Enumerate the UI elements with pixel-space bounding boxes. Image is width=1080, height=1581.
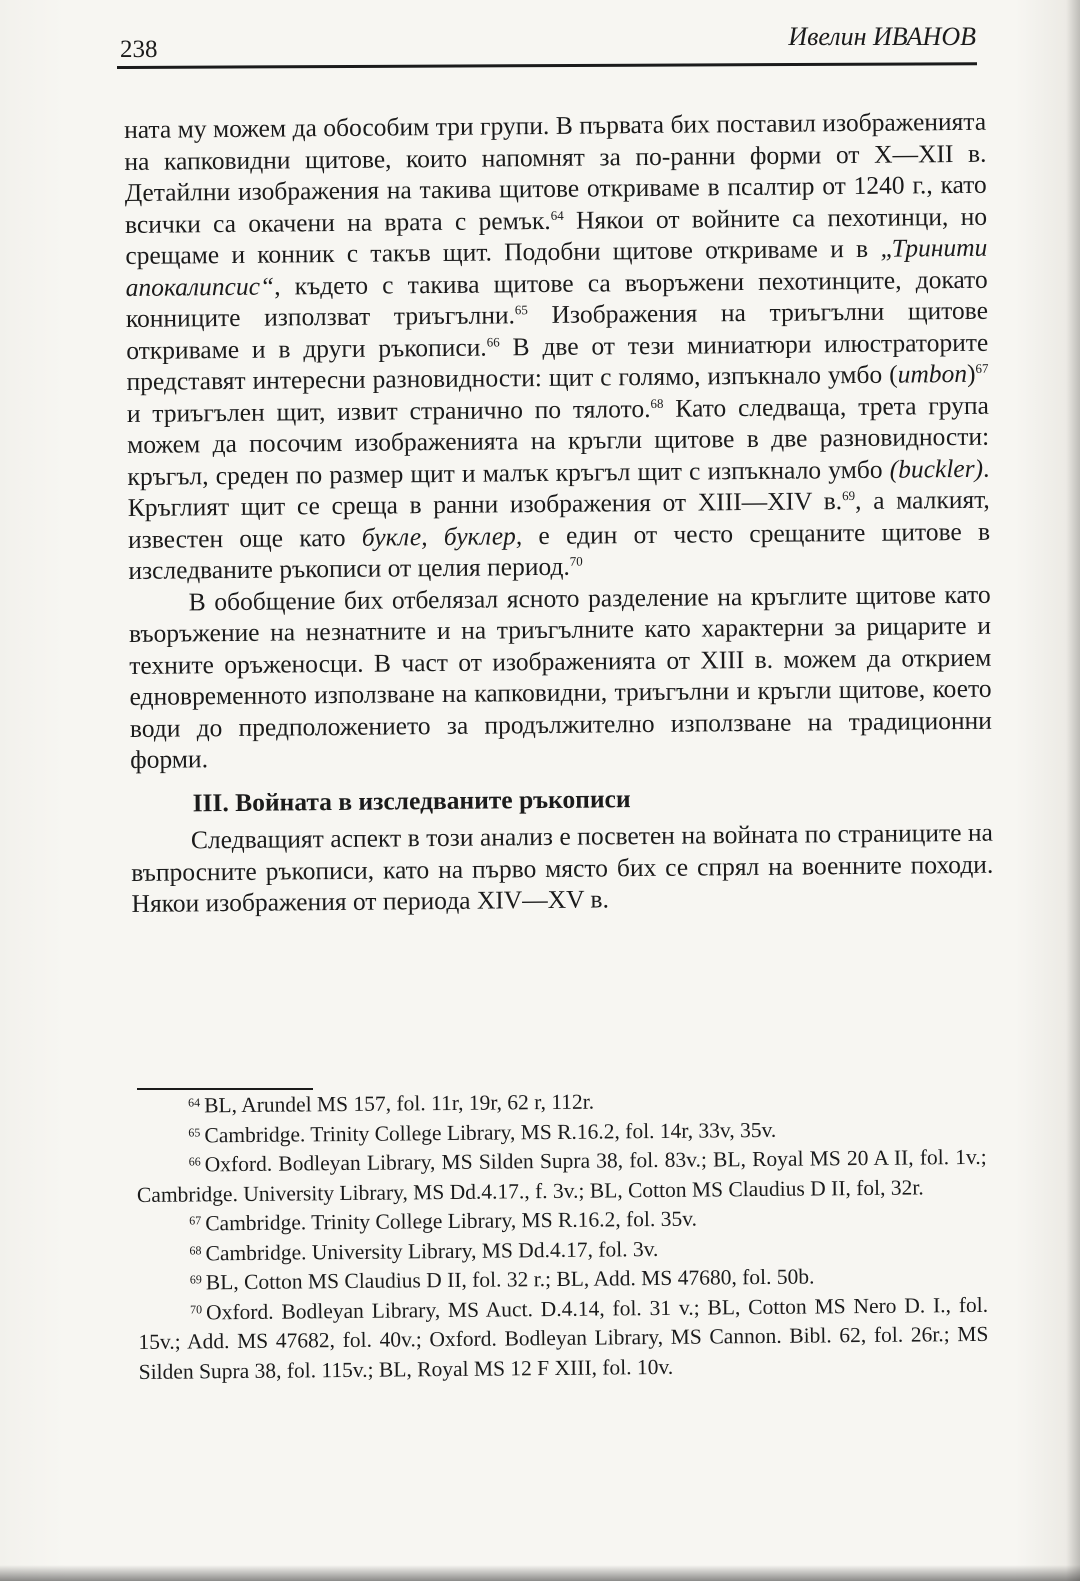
- running-head: [120, 20, 976, 68]
- italic-term: (buckler): [889, 453, 984, 484]
- page-number: 238: [120, 36, 158, 63]
- footnote-text: Oxford. Bodleyan Library, MS Auct. D.4.14, fol. 31 v.; BL, Cotton MS Nero D. I., fol. 15v.; Add. MS 47682, fol. 40v.; Oxford. Bodleyan Library, MS Cannon. Bibl. 62, fol. 26r.; MS Silden Supra 38, fol. 115v.; BL, Royal MS 12 F XIII, fol. 10v.: [138, 1292, 989, 1384]
- footnote-ref-67: 67: [975, 360, 989, 376]
- paragraph-text: . Кръглият щит се среща в ранни изображения от XIII—XIV в.: [127, 453, 990, 522]
- footnote-text: BL, Cotton MS Claudius D II, fol. 32 r.; BL, Add. MS 47680, fol. 50b.: [205, 1264, 815, 1295]
- footnote-70: [138, 1290, 989, 1387]
- footnote-text: Cambridge. Trinity College Library, MS R.16.2, fol. 14r, 33v, 35v.: [204, 1117, 777, 1147]
- italic-term: букле, буклер,: [361, 520, 523, 552]
- footnote-number: 70: [190, 1301, 203, 1316]
- footnote-rule: [137, 1088, 313, 1090]
- footnote-number: 68: [189, 1242, 202, 1257]
- paragraph-3: Следващият аспект в този анализ е посветен на войната по страниците на въпросните ръкописи, като на първо място бих се спрял на военните походи. Някои изображения от периода XIV—XV в.: [131, 817, 994, 918]
- running-head-author: Ивелин ИВАНОВ: [788, 22, 976, 51]
- footnote-66: [137, 1143, 988, 1210]
- page-edge-shadow: [1066, 0, 1080, 1581]
- footnote-text: BL, Arundel MS 157, fol. 11r, 19r, 62 r, 112r.: [204, 1089, 595, 1118]
- footnote-number: 66: [188, 1154, 201, 1169]
- paragraph-text: Изображения на триъгълни щитове откриваме и в други ръкописи.: [126, 295, 989, 365]
- italic-title: „Тринити апокалипсис“: [125, 232, 988, 302]
- section-heading: III. Войната в изследваните ръкописи: [192, 783, 631, 817]
- footnote-number: 65: [188, 1124, 201, 1139]
- footnote-text: Cambridge. University Library, MS Dd.4.17, fol. 3v.: [205, 1236, 659, 1265]
- footnote-number: 69: [189, 1272, 202, 1287]
- paragraph-text: Някои от войните са пехотинци, но срещаме и конник с такъв щит. Подобни щитове откриваме и в: [125, 201, 988, 270]
- paragraph-text: е един от често срещаните щитове в изследваните ръкописи от целия период.: [128, 516, 991, 585]
- page-bottom-edge: [0, 1565, 1080, 1581]
- paragraph-1: [124, 106, 990, 587]
- paragraph-2: В обобщение бих отбелязал ясното разделение на кръглите щитове като въоръжение на незнатните и на триъгълните като характерни за рицарите и техните оръженосци. В част от изображенията от XIII в. можем да открием едновременното използване на капковидни, триъгълни и кръгли щитове, което води до предположението за продължително използване на традиционни форми.: [128, 579, 992, 774]
- footnote-number: 64: [188, 1095, 201, 1110]
- footnote-number: 67: [189, 1213, 202, 1228]
- footnote-text: Oxford. Bodleyan Library, MS Silden Supra 38, fol. 83v.; BL, Royal MS 20 A II, fol. 1v.; Cambridge. University Library, MS Dd.4.17., f. 3v.; BL, Cotton MS Claudius D II, fol, 32r.: [136, 1144, 987, 1207]
- paragraph-text: и триъгълен щит, извит странично по тялото.: [126, 393, 651, 428]
- italic-term: umbon: [897, 358, 968, 389]
- paragraph-text: , където с такива щитове са въоръжени пехотинците, докато конниците използват триъгълни.: [125, 264, 988, 333]
- footnote-text: Cambridge. Trinity College Library, MS R.16.2, fol. 35v.: [205, 1206, 698, 1236]
- paragraph-text: Като следваща, трета група можем да посочим изображенията на кръгли щитове в две разновидности: кръгъл, среден по размер щит и малък кръгъл щит с изпъкнало умбо: [127, 390, 990, 491]
- body-text: [124, 106, 994, 920]
- footnote-ref-69: 69: [841, 488, 856, 504]
- paragraph-text: , а малкият, известен още като: [127, 484, 990, 554]
- footnotes: [136, 1084, 989, 1387]
- footnote-ref-68: 68: [650, 395, 664, 411]
- paragraph-text: В две от тези миниатюри илюстраторите представят интересни разновидности: щит с голямо, изпъкнало умбо (: [126, 327, 989, 396]
- footnote-ref-70: 70: [569, 553, 583, 569]
- footnote-ref-64: 64: [550, 207, 564, 223]
- paragraph-text: ната му можем да обособим три групи. В първата бих поставил изображенията на капковидни щитове, които напомнят за по-ранни форми от X—XII в. Детайлни изображения на такива щитове откриваме в псалтир от 1240 г., като всички са окачени на врата с ремък.: [124, 106, 987, 239]
- footnote-ref-66: 66: [486, 333, 500, 350]
- footnote-ref-65: 65: [514, 302, 528, 318]
- paragraph-text: ): [966, 358, 976, 388]
